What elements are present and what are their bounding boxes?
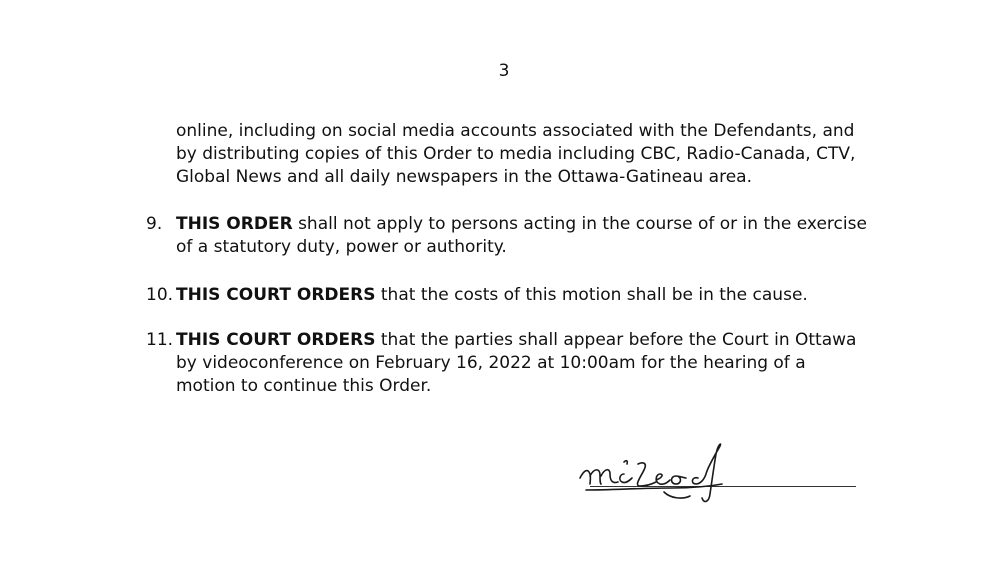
page-number: 3 [498, 61, 510, 81]
item-line: motion to continue this Order. [176, 376, 432, 396]
item-line: of a statutory duty, power or authority. [176, 237, 507, 257]
item-text: that the parties shall appear before the Court in Ottawa [375, 330, 857, 350]
item-text: shall not apply to persons acting in the course of or in the exercise [292, 214, 867, 234]
item-bold-heading: THIS ORDER [176, 214, 293, 234]
continued-paragraph: online, including on social media accounts associated with the Defendants, and by distributing copies of this Order to media including CBC, Radio-Canada, CTV, Global News and all daily newspapers in the Ottawa-Gatineau area. [176, 121, 856, 187]
item-number: 10. [146, 285, 174, 305]
item-text: that the costs of this motion shall be in the cause. [375, 285, 808, 305]
item-line [176, 329, 956, 352]
item-line [176, 213, 956, 236]
item-line [176, 284, 956, 307]
item-bold-heading: THIS COURT ORDERS [176, 330, 376, 350]
order-item-9 [176, 213, 956, 259]
item-number: 11. [146, 330, 174, 350]
item-bold-heading: THIS COURT ORDERS [176, 285, 376, 305]
item-number: 9. [146, 214, 163, 234]
order-item-11 [176, 329, 956, 398]
order-item-10 [176, 284, 956, 307]
handwritten-signature [572, 440, 762, 510]
item-line: by videoconference on February 16, 2022 at 10:00am for the hearing of a [176, 353, 806, 373]
